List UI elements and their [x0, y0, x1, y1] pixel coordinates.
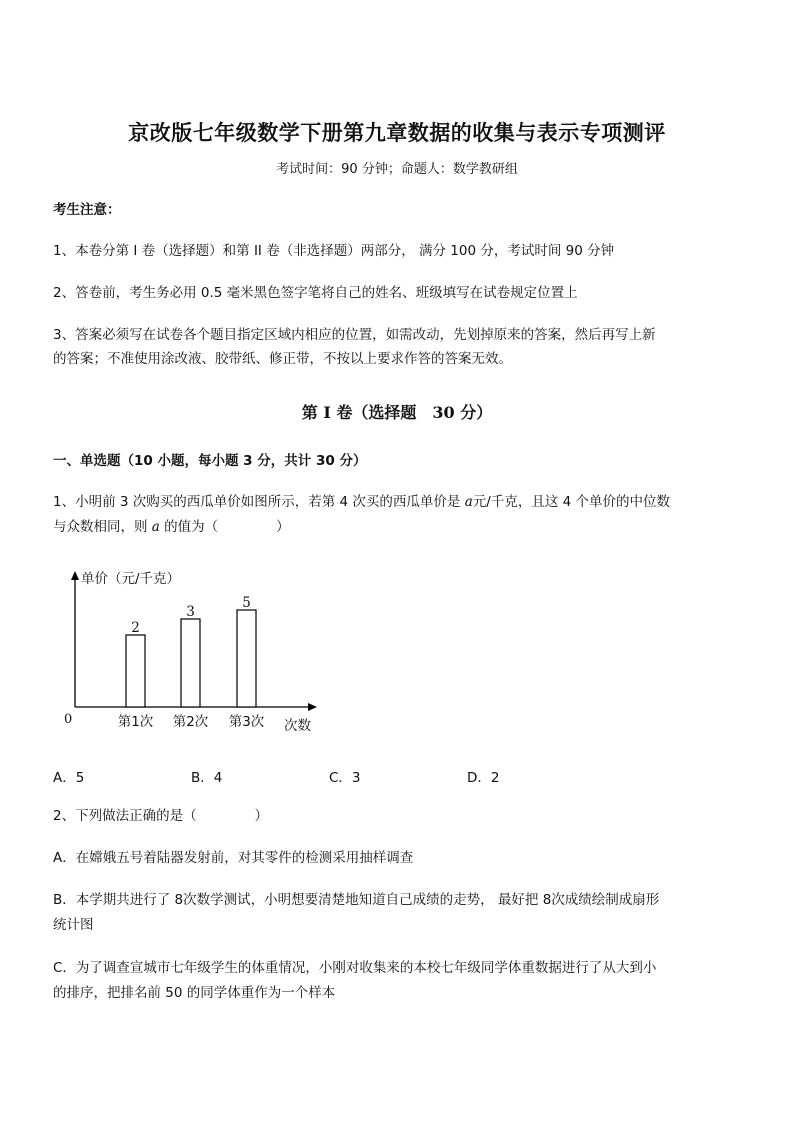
- price-bar-chart: [55, 562, 335, 742]
- q1-text-a: 1、小明前 3 次购买的西瓜单价如图所示，若第 4 次买的西瓜单价是: [53, 494, 465, 510]
- x-tick-label: 第3次: [228, 714, 265, 730]
- part-heading: 一、单选题（10 小题，每小题 3 分，共计 30 分）: [53, 453, 367, 469]
- x-axis-label: 次数: [284, 718, 311, 734]
- notice-item-2: 2、答卷前，考生务必用 0.5 毫米黑色签字笔将自己的姓名、班级填写在试卷规定位置上: [53, 285, 578, 301]
- bar-value-label: 5: [242, 595, 251, 611]
- exam-info: 考试时间：90 分钟；命题人：数学教研组: [276, 162, 518, 177]
- notice-heading: 考生注意：: [53, 202, 121, 218]
- q1-option-a[interactable]: A．5: [53, 770, 85, 786]
- q1-variable: a: [464, 494, 473, 510]
- q1-option-d[interactable]: D．2: [467, 770, 500, 786]
- bar: [181, 619, 200, 707]
- q1-text-b: 元/千克，且这 4 个单价的中位数: [472, 494, 671, 510]
- chart-bars: [118, 595, 265, 730]
- question-2-stem: [53, 804, 268, 828]
- section-title: 第 I 卷（选择题 30 分）: [301, 403, 493, 422]
- x-tick-label: 第1次: [117, 714, 154, 730]
- bar: [126, 635, 145, 707]
- question-1-line-1: [53, 490, 670, 514]
- notice-item-1: 1、本卷分第 I 卷（选择题）和第 II 卷（非选择题）两部分， 满分 100 分，考试时间 90 分钟: [53, 243, 615, 259]
- q2-option-b[interactable]: B．本学期共进行了 8次数学测试，小明想要清楚地知道自己成绩的走势， 最好把 8次成绩绘制成扇形: [53, 892, 660, 908]
- q2-option-c-cont: 的排序，把排名前 50 的同学体重作为一个样本: [53, 985, 336, 1001]
- q1-text-c: 与众数相同，则: [53, 519, 152, 535]
- bar-value-label: 2: [131, 620, 140, 636]
- origin-label: 0: [64, 712, 73, 727]
- y-axis-arrow: [71, 571, 79, 580]
- q1-option-b[interactable]: B．4: [191, 770, 223, 786]
- q2-text-b: ）: [254, 808, 269, 824]
- notice-item-3: 3、答案必须写在试卷各个题目指定区域内相应的位置，如需改动，先划掉原来的答案，然后再写上新: [53, 327, 656, 343]
- q1-option-c[interactable]: C．3: [329, 770, 361, 786]
- bar: [237, 610, 256, 707]
- q2-text-a: 2、下列做法正确的是（: [53, 808, 197, 824]
- q2-option-b-cont: 统计图: [53, 917, 94, 933]
- q2-option-c[interactable]: C．为了调查宣城市七年级学生的体重情况，小刚对收集来的本校七年级同学体重数据进行了从大到小: [53, 960, 657, 976]
- x-tick-label: 第2次: [172, 714, 209, 730]
- x-axis-arrow: [308, 703, 317, 711]
- y-axis-label: 单价（元/千克）: [81, 571, 181, 587]
- page-title: 京改版七年级数学下册第九章数据的收集与表示专项测评: [128, 120, 666, 145]
- q1-text-d: 的值为（: [159, 519, 219, 535]
- q2-option-a[interactable]: A．在嫦娥五号着陆器发射前，对其零件的检测采用抽样调查: [53, 850, 414, 866]
- q1-variable-2: a: [151, 519, 160, 535]
- bar-value-label: 3: [186, 604, 195, 620]
- notice-item-3-cont: 的答案；不准使用涂改液、胶带纸、修正带，不按以上要求作答的答案无效。: [53, 351, 512, 367]
- q1-text-e: ）: [276, 519, 290, 535]
- question-1-line-2: [53, 515, 290, 539]
